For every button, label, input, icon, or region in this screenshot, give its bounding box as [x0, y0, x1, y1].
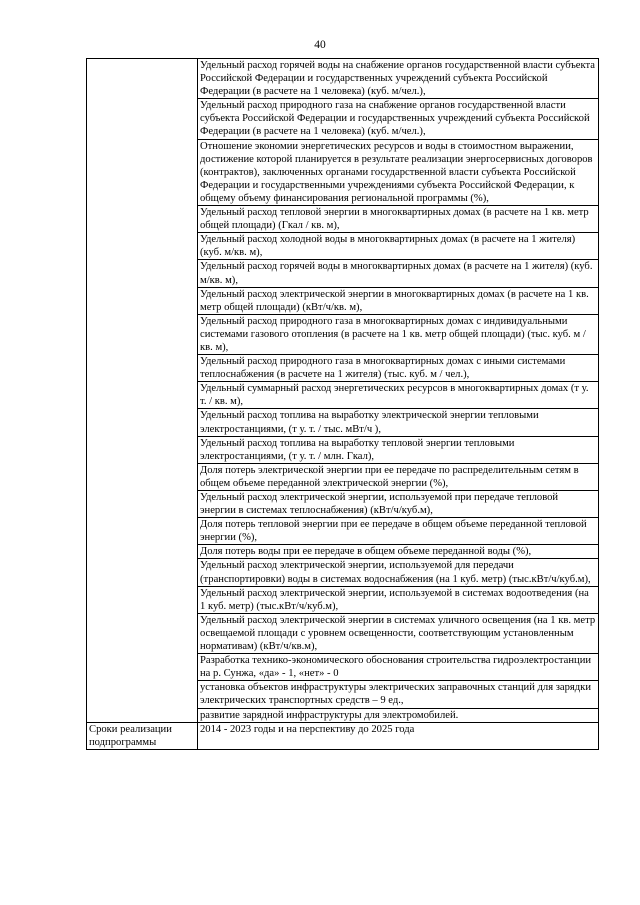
indicator-cell: Отношение экономии энергетических ресурсов и воды в стоимостном выражении, достижение которой планируется в результате реализации энергосервисных договоров (контрактов), заключенных органами государственной власти субъекта Российской Федерации и государственными учреждениями субъекта Российской Федерации, к общему объему финансирования региональной программы (%),: [198, 139, 599, 205]
terms-label: Сроки реализации подпрограммы: [87, 722, 198, 749]
indicator-cell: Разработка технико-экономического обоснования строительства гидроэлектростанции на р. Сунжа, «да» - 1, «нет» - 0: [198, 654, 599, 681]
indicator-cell: установка объектов инфраструктуры электрических заправочных станций для зарядки электрических транспортных средств – 9 ед.,: [198, 681, 599, 708]
indicator-cell: Удельный расход топлива на выработку электрической энергии тепловыми электростанциями, (т у. т. / тыс. мВт/ч ),: [198, 409, 599, 436]
program-passport-table: [86, 58, 599, 750]
indicator-cell: Доля потерь электрической энергии при ее передаче по распределительным сетям в общем объеме переданной электрической энергии (%),: [198, 463, 599, 490]
indicator-cell: Доля потерь тепловой энергии при ее передаче в общем объеме переданной тепловой энергии (%),: [198, 518, 599, 545]
indicator-cell: Удельный расход тепловой энергии в многоквартирных домах (в расчете на 1 кв. метр общей площади) (Гкал / кв. м),: [198, 206, 599, 233]
indicator-cell: Удельный расход горячей воды в многоквартирных домах (в расчете на 1 жителя) (куб. м/кв. м),: [198, 260, 599, 287]
table-body: [87, 59, 599, 750]
indicator-cell: Удельный расход природного газа на снабжение органов государственной власти субъекта Российской Федерации и государственных учреждений субъекта Российской Федерации (в расчете на 1 человека) (куб. м/чел.),: [198, 99, 599, 139]
indicator-cell: развитие зарядной инфраструктуры для электромобилей.: [198, 708, 599, 722]
table-row: [87, 59, 599, 99]
indicator-cell: Удельный расход горячей воды на снабжение органов государственной власти субъекта Российской Федерации и государственных учреждений субъекта Российской Федерации (в расчете на 1 человека) (куб. м/чел.),: [198, 59, 599, 99]
indicator-cell: Удельный расход топлива на выработку тепловой энергии тепловыми электростанциями, (т у. т. / млн. Гкал),: [198, 436, 599, 463]
indicator-cell: Удельный расход электрической энергии в системах уличного освещения (на 1 кв. метр освещаемой площади с уровнем освещенности, соответствующим установленным нормативам) (кВт/ч/кв.м),: [198, 613, 599, 653]
label-cell: [87, 59, 198, 723]
indicator-cell: Удельный расход природного газа в многоквартирных домах с иными системами теплоснабжения (в расчете на 1 жителя) (тыс. куб. м / чел.),: [198, 355, 599, 382]
indicator-cell: Удельный расход электрической энергии в многоквартирных домах (в расчете на 1 кв. метр общей площади) (кВт/ч/кв. м),: [198, 287, 599, 314]
indicator-cell: Удельный суммарный расход энергетических ресурсов в многоквартирных домах (т у. т. / кв. м),: [198, 382, 599, 409]
indicator-cell: Удельный расход электрической энергии, используемой для передачи (транспортировки) воды в системах водоснабжения (на 1 куб. метр) (тыс.кВт/ч/куб.м),: [198, 559, 599, 586]
indicator-cell: Удельный расход холодной воды в многоквартирных домах (в расчете на 1 жителя) (куб. м/кв. м),: [198, 233, 599, 260]
terms-value: 2014 - 2023 годы и на перспективу до 2025 года: [198, 722, 599, 749]
terms-row: [87, 722, 599, 749]
page-number: 40: [314, 39, 326, 51]
indicator-cell: Удельный расход электрической энергии, используемой в системах водоотведения (на 1 куб. метр) (тыс.кВт/ч/куб.м),: [198, 586, 599, 613]
indicator-cell: Доля потерь воды при ее передаче в общем объеме переданной воды (%),: [198, 545, 599, 559]
indicator-cell: Удельный расход электрической энергии, используемой при передаче тепловой энергии в системах теплоснабжения) (кВт/ч/куб.м),: [198, 491, 599, 518]
indicator-cell: Удельный расход природного газа в многоквартирных домах с индивидуальными системами газового отопления (в расчете на 1 кв. метр общей площади) (тыс. куб. м / кв. м),: [198, 314, 599, 354]
